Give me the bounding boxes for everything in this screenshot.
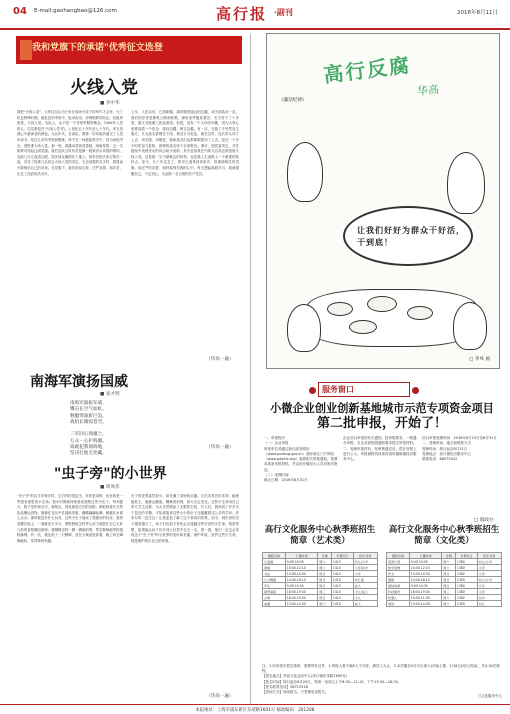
article3-col2: 虫子的世界虽然很小，却充满了奇妙和乐趣。它们各有各的本领：蚯蚓能松土，蜜蜂会酿蜜，蜘蛛善织网，萤火虫会发光。这些小生命用自己的方式生活着，为大自然增添了无限的生机。长大后，我读到了许多关于昆虫的书籍，才知道原来这些小小的虫子还蕴藏着这么多的学问。法布尔的《昆虫记》让我更加了解了这个神奇的世界。如今，城市里的虫子越来越少了，孩子们也很少有机会去接触这些可爱的小生命。我常常想，如果能让孩子们多到大自然中去走一走，看一看，他们一定也会发现这个"虫子旁"的小世界的美好和有趣。保护环境，爱护这些小生命，就是保护我们自己的家园。 (131, 494, 239, 543)
table-cell: 英语口语 (387, 559, 410, 565)
cartoon-author: □ 李凤 画 (469, 357, 491, 362)
table-cell: 9:00-10:30 (409, 583, 442, 589)
dish (327, 302, 353, 316)
col-header: 学费(元) (455, 553, 477, 559)
table-cell: 周五 (318, 595, 332, 601)
figure-left (287, 142, 323, 202)
table-cell: 1410 (331, 601, 353, 607)
table-cell: 数学思维 (387, 565, 410, 571)
service-col3: 项目申报受理时间：2016年8月15日至8月31日 二、受理时间、地点和联系方式 受理时间：即日起至8月31日 受理地点：高行镇经济服务中心 联系电话：68075042 (422, 436, 497, 462)
table1-title: 高行文化服务中心秋季班招生简章（艺术类） (264, 525, 376, 546)
table-cell: 1410 (331, 583, 353, 589)
article2-title: 南海军演扬国威 (30, 374, 128, 390)
table-row (263, 601, 378, 607)
section-name: ·副刊 (274, 7, 293, 17)
table-cell: 国际象棋 (387, 583, 410, 589)
article3-author: ■ 周凤伟 (100, 485, 120, 490)
headline-line2: 第二批申报，开始了！ (316, 416, 447, 431)
page-header (0, 0, 510, 30)
table-cell: 幼儿/小学 (353, 559, 377, 565)
note-5: 【咨询方式】现场报名，不受理电话报名。 (262, 690, 329, 695)
notes-source: □文化服务中心 (477, 694, 502, 698)
table-cell: 周三 (442, 589, 456, 595)
table-cell: 少儿舞蹈 (263, 577, 286, 583)
table-cell: 1380 (455, 589, 477, 595)
table-cell: 作文 (387, 571, 410, 577)
table-cell: 1410 (331, 565, 353, 571)
col-header: 课程名称 (387, 553, 410, 559)
speech-text: 让我们好好为群众干好活，干到底！ (357, 225, 465, 247)
col-header: 上课时间 (409, 553, 442, 559)
table-cell: 声乐 (263, 583, 286, 589)
service-window-tag (318, 382, 410, 397)
table-cell: 1380 (455, 601, 477, 607)
speech-bubble (343, 206, 473, 266)
service-col1: 一、申报程序 （一）企业申报 申报单位须通过新区政务网站（www.pudong.gov.cn）浦东新区门户网站（www.pdsme.org）查看相关申报通知，按要求准备申报材料，并由所在镇经办人员初审后报送。 （二）受理时间 截止日期：2016年8月31日 (264, 436, 338, 483)
bullet-icon (412, 387, 419, 394)
table2 (386, 552, 502, 607)
table-cell: 小学 (477, 565, 501, 571)
table-cell: 18:00-19:30 (409, 589, 442, 595)
article1-col2: 七年，入伍以后，已到新疆，那时服役遥远的边疆，成为部队的一员。我们的任务是修筑公路和铁路，那里条件极其艰苦，冬天零下三十多度，夏天戈壁滩上热浪滚滚。但是，没有一个人叫苦叫累，因为大家心里都装着一个信念：建设边疆，保卫边疆。有一次，在施工中突然发生塌方，几名战友被埋在下面，情况万分危急。就在这时，连长带头冲了上去，用手刨，用锹挖，我和战友们也都紧跟着冲了上去。经过一个多小时的奋力抢救，被埋的战友终于全部救出。事后，团党委决定，对在抢险中表现突出的同志给予表彰，其中包括我在内的几名同志被批准火线入党。这是我一生中最难忘的时刻，也是我人生道路上一个重要的转折点。如今，几十年过去了，我早已退休回到家乡，但那面鲜红的党旗，那庄严的宣誓，始终铭刻在我的心中。每当想起那段岁月，我就提醒自己，不忘初心，永远做一名合格的共产党员。 (131, 110, 239, 176)
table-cell: 13:00-14:30 (409, 571, 442, 577)
table-cell: 9:00-10:30 (285, 559, 318, 565)
col-header: 招生对象 (353, 553, 377, 559)
note-2: 【报名地点】华高文化活动中心(高行镇东靖路1600号) (262, 674, 348, 679)
table-row (387, 601, 502, 607)
essay-banner (16, 36, 242, 64)
figure-right (447, 152, 485, 214)
table-cell: 13:00-14:30 (409, 601, 442, 607)
table-cell: 科技制作 (387, 589, 410, 595)
table-cell: 10:40-12:10 (285, 565, 318, 571)
table1 (262, 552, 378, 607)
table-cell: 古筝 (263, 595, 286, 601)
table-cell: 周六 (442, 601, 456, 607)
table-cell: 9:00-10:30 (285, 583, 318, 589)
newspaper-logo: 高行报 (216, 5, 268, 23)
table-cell: 围棋 (387, 577, 410, 583)
table-cell: 周六 (318, 565, 332, 571)
table-cell: 周日 (442, 583, 456, 589)
table-cell: 少儿 (353, 595, 377, 601)
figure-bottom-left (287, 304, 321, 352)
table-cell: 1410 (331, 589, 353, 595)
article1-title: 火线入党 (70, 78, 138, 98)
table-cell: 周日 (318, 577, 332, 583)
table-cell: 素描 (263, 565, 286, 571)
table-cell: 10:40-12:10 (409, 565, 442, 571)
table-cell: 周日 (442, 577, 456, 583)
table2-title: 高行文化服务中心秋季班招生简章（文化类） (388, 525, 500, 546)
article3-title: "虫子旁"的小世界 (54, 466, 167, 482)
table-cell: 周六 (442, 565, 456, 571)
column-divider (250, 34, 251, 704)
table-cell: 14:40-16:10 (285, 577, 318, 583)
service-col2: 企业项目申报的有关通知，按申报要求，一网通办申报。各企业需按照通知要求提交申报材料。二、受理申报材料，经审核通过后，将在官网上进行公示。申报流程具体请咨询所属街镇经济服务中心。 (343, 436, 417, 462)
table-cell: 机器人 (387, 595, 410, 601)
table-cell: 18:00-19:30 (285, 589, 318, 595)
figure-bottom-right (453, 302, 487, 350)
cartoon-signature: 华高 (416, 82, 440, 99)
table-cell: 周六 (442, 595, 456, 601)
article3-col1: "虫子旁"的汉字多种多样，它们有的是昆虫，有的是动物，也有的是一些很有意思的小生命。我小时候就特别喜欢观察这些小虫子。每到夏天，院子里的草丛中、墙角边，到处都是它们的身影。蚂蚁排着长长的队伍搬运食物，蜜蜂在花丛中忙碌地采蜜，蝴蝶翩翩起舞，蜻蜓在水面上点水。那时候没有什么玩具，这些小虫子就成了我最好的玩伴。我常常蹲在地上，一看就是大半天，观察蚂蚁怎样齐心协力地把比自己大好几倍的食物搬回洞里；看蜘蛛怎样一圈一圈地织网，然后静静地等待猎物落网。有一次，我还抓了一只蟋蟀，放在火柴盒里养着，晚上听它唧唧地叫，觉得特别有趣。 (17, 494, 123, 543)
col-header: 日期 (442, 553, 456, 559)
article2-poem: 南海军演振军威， 鹰击长空气如虹。 舰艇劈波斩巨浪， 战机长啸掠苍穹。 三军同心保疆土， 万众一心护海疆。 谁敢犯我领海地， 坚决打他无处藏。 (70, 401, 107, 457)
article2-editor: （华高一遍） (206, 445, 234, 450)
notes (262, 664, 502, 698)
table-cell: 小学 (477, 583, 501, 589)
note-3: 【报名时间】即日起至8月20日，每周一至周五上午8:30—11:15，下午13:30—16:30。 (262, 679, 402, 684)
table-cell: 少儿/成人 (353, 589, 377, 595)
col-header: 招生对象 (477, 553, 501, 559)
article1-author: ■ 李中华 (100, 101, 120, 106)
service-headline (262, 400, 502, 432)
dish (349, 320, 377, 334)
table-cell: 1380 (455, 565, 477, 571)
table-cell: 幼儿/小学 (477, 577, 501, 583)
page-footer: 本报地址：上海市浦东新区东靖路1601号 邮政编码：201208 (0, 704, 510, 714)
table-cell: 18:00-19:30 (285, 595, 318, 601)
table-cell: 书法 (263, 571, 286, 577)
table-cell: 周六 (318, 559, 332, 565)
col-header: 上课时间 (285, 553, 318, 559)
table-cell: 幼儿园 (353, 577, 377, 583)
service-tag-label: 服务窗口 (322, 384, 354, 394)
col-header: 学费(元) (331, 553, 353, 559)
col-header: 课程名称 (263, 553, 286, 559)
table-cell: 成人 (353, 601, 377, 607)
table-cell: 1410 (331, 577, 353, 583)
dish (407, 306, 433, 320)
table-cell: 周日 (442, 571, 456, 577)
table-cell: 油画 (263, 601, 286, 607)
article1-editor: （华高一遍） (206, 357, 234, 362)
table-cell: 儿童画 (263, 559, 286, 565)
article2-author: ■ 张才明 (100, 392, 120, 397)
note-1: 注：1.所有班次招生简章，需要带好证件，2.每班人数不满5人不开班，满员人为止，3.本学期自9月3日(周六)开始上课，1月8日(周日)结束，共计16次课程。 (262, 664, 500, 674)
email: E-mail:gaohangbao@126.com (34, 8, 117, 14)
service-source: □ 镇政办 (474, 518, 494, 523)
table-cell: 1380 (455, 571, 477, 577)
table-cell: 成人 (353, 583, 377, 589)
table-cell: 9:00-10:30 (409, 559, 442, 565)
table-cell: 阅读 (387, 601, 410, 607)
page-number: 04 (13, 6, 27, 17)
cartoon (266, 33, 500, 369)
table-cell: 1380 (455, 559, 477, 565)
note-4: 【报名联系电话】58715316 (262, 684, 308, 689)
table-cell: 幼儿/小学 (477, 559, 501, 565)
table-cell: 1410 (331, 595, 353, 601)
table-cell: 13:00-14:30 (285, 601, 318, 607)
headline-line1: 小微企业创业创新基地城市示范专项资金项目 (270, 401, 494, 415)
cartoon-heading: 高行反腐 (322, 52, 413, 88)
table-cell: 10:00-11:30 (409, 595, 442, 601)
table-cell: 小学 (477, 589, 501, 595)
article3-editor: （华高一遍） (206, 694, 234, 699)
cartoon-caption: 《廉洁纪律》 (279, 98, 307, 103)
table-cell: 周三 (318, 589, 332, 595)
table-cell: 1410 (331, 559, 353, 565)
table-cell: 14:40-16:10 (409, 577, 442, 583)
table-cell: 周日 (318, 583, 332, 589)
table-cell: 1380 (455, 595, 477, 601)
dish (367, 296, 397, 312)
table-cell: 幼儿 (477, 601, 501, 607)
table-cell: 1410 (331, 571, 353, 577)
bullet-icon (309, 387, 316, 394)
table-cell: 小学/初中 (353, 565, 377, 571)
table-cell: 周六 (442, 559, 456, 565)
table-cell: 1380 (455, 577, 477, 583)
col-header: 日期 (318, 553, 332, 559)
table-cell: 周六 (318, 601, 332, 607)
table-cell: 小学 (353, 571, 377, 577)
article1-col1: 我把"火线入党"，大家往往认为只有在战场火线下的军代才会有，为了纪念特殊时期，最危急的考验中，挺身而出、冲锋陷阵的同志，经组织批准，火线入党。实际上，从不是一个非常时期的概念。1966年入党的人，往往都是在"火线入党"的。上世纪五十年代至七十年代，军衣是我心中最神圣的颜色。当兵年代，在部队，我第一次向组织递交了入党申请书。经过几年的考验和锻炼，终于在一场抢险救灾中，因为表现突出，被批准火线入党。那一刻，我激动得热泪盈眶，暗暗发誓：这一生都要对得起这面党旗。我们连队当时负责抢修一段被洪水冲毁的堤坝，连续几天几夜没合眼，很多战友累倒在工地上。指导员把大家召集在一起，宣布了批准几名同志火线入党的决定，当念到我的名字时，我简直不敢相信自己的耳朵。在党旗下，我们举起右拳，庄严宣誓。那声音，压过了滔滔的洪水声。 (17, 110, 123, 176)
banner-title: 我和党旗下的承诺"优秀征文选登 (32, 43, 163, 53)
table-cell: 初中 (477, 595, 501, 601)
table-cell: 钢琴基础 (263, 589, 286, 595)
table-cell: 1380 (455, 583, 477, 589)
table-cell: 周日 (318, 571, 332, 577)
issue-date: 2016年8月11日 (457, 10, 498, 16)
table-cell: 小学 (477, 571, 501, 577)
table-cell: 13:00-14:30 (285, 571, 318, 577)
flag-icon (20, 40, 32, 60)
